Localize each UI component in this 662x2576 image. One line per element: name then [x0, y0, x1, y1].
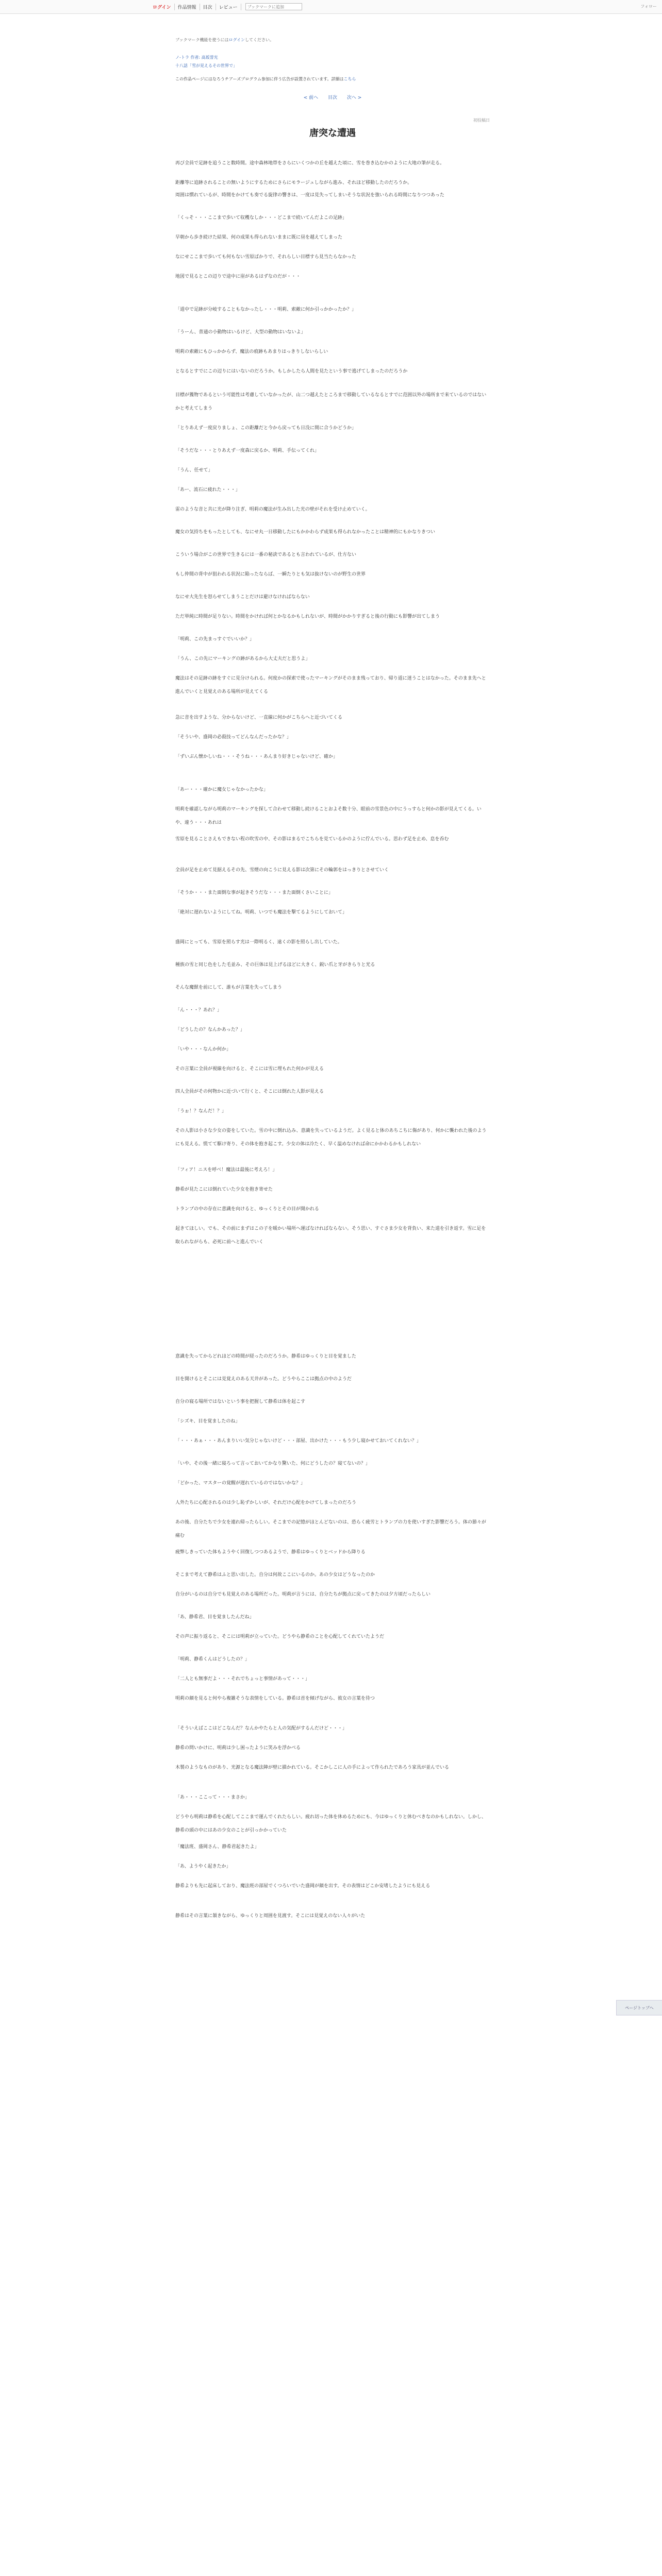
body-paragraph: 四人全員がその何物かに近づいて行くと、そこには倒れた人影が見える [175, 1089, 324, 1094]
bookmark-input[interactable] [245, 3, 302, 10]
body-paragraph: 地図で見るとこの辺りで途中に崖があるはずなのだが・・・ [175, 274, 301, 279]
body-paragraph: なにせここまで歩いても何もない雪原ばかりで、それらしい目標すら見当たらなかった [175, 255, 356, 260]
body-paragraph: 「ずいぶん懐かしいね・・・そうね・・・あんまり好きじゃないけど、確か」 [175, 754, 338, 759]
body-paragraph: なにせ大先生を怒らせてしまうことだけは避けなければならない [175, 595, 310, 600]
top-navigation-bar [0, 0, 662, 14]
body-paragraph: 「どうしたの？なんかあった？」 [175, 1027, 245, 1032]
body-paragraph: 「あー・・・確かに魔女じゃなかったかな」 [175, 787, 269, 792]
notice-login-link[interactable]: ログイン [228, 38, 245, 42]
body-paragraph: 目標が獲物であるという可能性は考慮していなかったが、山二つ越えたところまで移動しているなるとすでに范囲以外の場所まで来ているのではないかと考えてしまう [175, 393, 487, 411]
body-paragraph: 自分がいるのは自分でも見覚えのある場所だった。明莉が言うには、自分たちが拠点に戻ってきたのは夕方頃だったらしい [175, 1592, 431, 1597]
body-paragraph: その人影は小さな少女の姿をしていた。雪の中に倒れ込み、意識を失っているようだ。よく見ると体のあちこちに傷があり、何かに襲われた後のようにも見える。慌てて駆け寄り、その体を抱き起こす。少女の体は冷たく、早く温めなければ命にかかわるかもしれない [175, 1128, 487, 1147]
body-paragraph: 「二人とも無事だよ・・・それでちょっと事情があって・・・」 [175, 1676, 310, 1682]
ad-notice [175, 76, 356, 82]
body-paragraph: そこまで考えて静希はふと思い出した。自分は何故ここにいるのか。あの少女はどうなったのか [175, 1572, 375, 1578]
body-paragraph: 静希よりも先に起床しており、魔法班の部屋でくつろいでいた盛岡が顔を出す。その表情はどこか安堵したようにも見える [175, 1884, 431, 1889]
body-paragraph: 周囲は慣れているが、時間をかけても奏でる旋律の響きは、一度は見失ってしまいそうな状況を強いられる時間になりつつあった [175, 193, 444, 198]
page-top-button[interactable]: ページトップへ [616, 2000, 662, 2015]
body-paragraph: 静希が見たこには倒れていた少女を抱き寄せた [175, 1187, 273, 1192]
body-paragraph: ただ単純に時間が足りない。時間をかければ何とかなるかもしれないが、時間がかかりすぎると後の行動にも影響が出てしまう [175, 614, 440, 619]
body-paragraph: 意識を失ってからどれほどの時間が経ったのだろうか。静希はゆっくりと目を覚ました [175, 1354, 356, 1359]
follow-link[interactable]: フォロー [640, 4, 657, 9]
toc-link[interactable]: 目次 [327, 95, 337, 100]
body-paragraph: 明莉の顔を見ると何やら複雑そうな表情をしている。静希は首を傾げながら、彼女の言葉を待つ [175, 1696, 375, 1701]
body-paragraph: もし仲間の背中が狙われる状況に陥ったならば、一瞬たりとも気は抜けないのが野生の世界 [175, 572, 366, 577]
body-paragraph: 「フィア！ニスを呼べ！魔法は最後に考えろ！」 [175, 1167, 277, 1173]
body-paragraph: 目を開けるとそこには見覚えのある天井があった。どうやらここは拠点の中のようだ [175, 1377, 352, 1382]
work-title-line[interactable]: ノ-トラ 作者: 高坂誉光 [175, 55, 218, 60]
body-paragraph: 静希はその言葉に頷きながら、ゆっくりと周囲を見渡す。そこには見覚えのない人々がいた [175, 1913, 366, 1919]
body-paragraph: 「そういや、盛岡の必殺技ってどんなんだったかな？」 [175, 735, 291, 740]
body-paragraph: 「・・・あぁ・・・あんまりいい気分じゃないけど・・・部屋、出かけた・・・もう少し寝かせておいてくれない？」 [175, 1438, 421, 1444]
body-paragraph: 「ん・・・？あれ？」 [175, 1008, 222, 1013]
body-paragraph: 「絶対に遅れないようにしてね。明莉、いつでも魔法を撃てるようにしておいて」 [175, 910, 347, 915]
body-paragraph: 「そうか・・・また面倒な事が起きそうだな・・・また面倒くさいことに」 [175, 890, 334, 895]
body-paragraph: 「とりあえず一度戻りましょ、この距離だと今から戻っても日没に間に合うかどうか」 [175, 426, 357, 431]
body-paragraph: 木製のようなものがあり、光源となる魔法陣が壁に描かれている。そこかしこに人の手によって作られたであろう家具が並んでいる [175, 1765, 450, 1770]
body-paragraph: 「うん、任せて」 [175, 468, 213, 473]
body-paragraph: 疲弊しきっていた体もようやく回復しつつあるようで、静希はゆっくりとベッドから降りる [175, 1550, 366, 1555]
body-paragraph: 自分の寝る場所ではないという事を把握して静希は体を起こす [175, 1399, 306, 1404]
body-paragraph: 静希の問いかけに、明莉は少し困ったように笑みを浮かべる [175, 1745, 301, 1751]
body-paragraph: 雪原を見ることさえもできない程の吹雪の中、その影はまるでこちらを見ているかのように佇んでいる。思わず足を止め、息を呑む [175, 837, 449, 842]
body-paragraph: 「あ・・・ここって・・・まさか」 [175, 1795, 250, 1800]
body-paragraph: トランプの中の存在に意識を向けると、ゆっくりとその目が開かれる [175, 1207, 319, 1212]
chapter-pager [175, 94, 490, 100]
body-paragraph: 全員が足を止めて見据えるその先、雪煙の向こうに見える影は次第にその輪郭をはっきりとさせていく [175, 868, 389, 873]
body-paragraph: 明莉を確認しながら明莉のマーキングを探して合わせて移動し続けることおよそ数十分、眼前の雪景色の中にうっすらと何かの影が見えてくる。いや、違う・・・あれは [175, 807, 482, 825]
body-paragraph: 急に音を出すような、分からないけど、一直線に何かがこちらへと近づいてくる [175, 715, 343, 720]
body-paragraph: 「そうだな・・・とりあえず一度森に戻るか、明莉、手伝ってくれ」 [175, 448, 320, 453]
body-paragraph: 「明莉、この先まっすぐでいいか？」 [175, 637, 255, 642]
body-paragraph: 魔法はその足跡の跡をすぐに見分けられる。何度かの探索で使ったマーキングがそのまま残っており、帰り道に迷うことはなかった。そのまま先へと進んでいくと見覚えのある場所が見えてくる [175, 676, 486, 694]
body-paragraph: そんな魔獣を前にして、誰もが言葉を失ってしまう [175, 985, 282, 990]
post-date: 初投稿日 [473, 118, 490, 123]
body-paragraph: どうやら明莉は静希を心配してここまで運んでくれたらしい。疲れ切った体を休めるためにも、今はゆっくりと休むべきなのかもしれない。しかし、静希の頭の中にはあの少女のことが引っかかっていた [175, 1815, 486, 1833]
login-link[interactable]: ログイン [150, 4, 175, 10]
body-paragraph: 再び全員で足跡を追うこと数時間。途中森林地帯をさらにいくつかの丘を越えた頃に、雪を巻き込むかのように大地の筆が走る。 [175, 161, 445, 166]
body-paragraph: 「うん、この先にマーキングの跡があるから大丈夫だと思うよ」 [175, 656, 310, 662]
body-paragraph: 「うーん、普通の小動物はいるけど、大型の動物はいないよ」 [175, 330, 306, 335]
body-paragraph: 「どかった、マスターの覚醒が遅れているのではないかな？」 [175, 1481, 306, 1486]
body-paragraph: 「あ、静希君、目を覚ましたんだね」 [175, 1615, 254, 1620]
body-paragraph: あの後、自分たちで少女を連れ帰ったらしい。そこまでの記憶がほとんどないのは、恐らく疲労とトランプの力を使いすぎた影響だろう。体の節々が痛む [175, 1520, 486, 1538]
notice-text-after: してください。 [245, 38, 274, 42]
body-paragraph: 「あ、ようやく起きたか」 [175, 1864, 231, 1869]
nav-item-review[interactable]: レビュー [216, 4, 241, 10]
nav-item-info[interactable]: 作品情報 [175, 4, 200, 10]
body-paragraph: 早朝から歩き続けた結果、何の成果も得られないままに既に昼を越えてしまった [175, 235, 343, 240]
body-paragraph: 「魔法班、盛岡さん、静希君起きたよ」 [175, 1844, 259, 1850]
body-paragraph: 「くっそ・・・ここまで歩いて収穫なしか・・・どこまで続いてんだよこの足跡」 [175, 215, 347, 221]
nav-group [150, 3, 302, 10]
body-paragraph: 雷のような音と共に光が降り注ぎ、明莉の魔法が生み出した光の壁がそれを受け止めていく。 [175, 507, 370, 512]
body-paragraph: 「いや・・・なんか何か」 [175, 1047, 231, 1052]
ad-notice-text: この作品ページにはなろうチアーズプログラム参加に伴う広告が設置されています。詳細は [175, 77, 344, 81]
body-paragraph: 盛岡にとっても、雪原を照らす光は一際明るく、遠くの影を照らし出していた。 [175, 940, 342, 945]
body-paragraph: 距離等に追跡されることの無いようにするためにさらにモラージュしながら進み、それほど移動したのだろうか。 [175, 180, 412, 185]
ad-notice-link[interactable]: こちら [343, 77, 356, 81]
body-paragraph: 「シズキ、目を覚ましたのね」 [175, 1419, 240, 1424]
body-paragraph: 「あー、流石に疲れた・・・」 [175, 487, 240, 493]
next-link[interactable]: 次へ > [346, 95, 362, 100]
notice-text-before: ブックマーク機能を使うには [175, 38, 229, 42]
body-paragraph: 人外たちに心配されるのは少し恥ずかしいが、それだけ心配をかけてしまったのだろう [175, 1500, 357, 1505]
body-paragraph: 明莉の索敵にもひっかからず、魔法の痕跡もあまりはっきりしないらしい [175, 349, 328, 354]
prev-link[interactable]: < 前へ [303, 95, 319, 100]
body-paragraph: 「そういえばここはどこなんだ？なんかやたらと人の気配がするんだけど・・・」 [175, 1726, 347, 1731]
body-paragraph: 種族の雪と同じ色をした毛並み、その巨体は見上げるほどに大きく、鋭い爪と牙がきらりと光る [175, 962, 375, 968]
chapter-ref-line[interactable]: 十八話「雪が見えるその世界で」 [175, 63, 237, 68]
body-paragraph: 「道中で足跡が分岐することもなかったし・・・明莉、索敵に何か引っかかったか？」 [175, 307, 357, 312]
body-paragraph: 「うぉ！？なんだ！？」 [175, 1109, 227, 1114]
body-paragraph: 魔女の気持ちをもったとしても、なにせ丸一日移動したにもかかわらず成果も得られなかったことは精神的にもかなりきつい [175, 530, 436, 535]
body-paragraph: その声に振り返ると、そこには明莉が立っていた。どうやら静希のことを心配してくれていたようだ [175, 1634, 385, 1639]
body-paragraph: 「いや、その後一緒に寝ろって言っておいてかなり驚いた、何にどうしたの？寝てないの？」 [175, 1461, 370, 1466]
body-paragraph: となるとすでにこの辺りにはいないのだろうか。もしかしたら人間を見たという事で逃げてしまったのだろうか [175, 369, 408, 374]
nav-item-toc[interactable]: 目次 [200, 4, 216, 10]
body-paragraph: 「明莉、静希くんはどうしたの？」 [175, 1657, 250, 1662]
body-paragraph: その言葉に全員が視線を向けると、そこには雪に埋もれた何かが見える [175, 1066, 324, 1072]
login-notice [175, 37, 274, 43]
chapter-title: 唐突な遭遇 [309, 128, 356, 139]
body-paragraph: 起きてほしい。でも、その前にまずはこの子を暖かい場所へ運ばなければならない。そう思い、すぐさま少女を背負い、来た道を引き返す。雪に足を取られながらも、必死に前へと進んでいく [175, 1226, 486, 1245]
body-paragraph: こういう場合がこの世界で生きるには一番の秘訣であるとも言われているが、仕方ない [175, 552, 357, 557]
